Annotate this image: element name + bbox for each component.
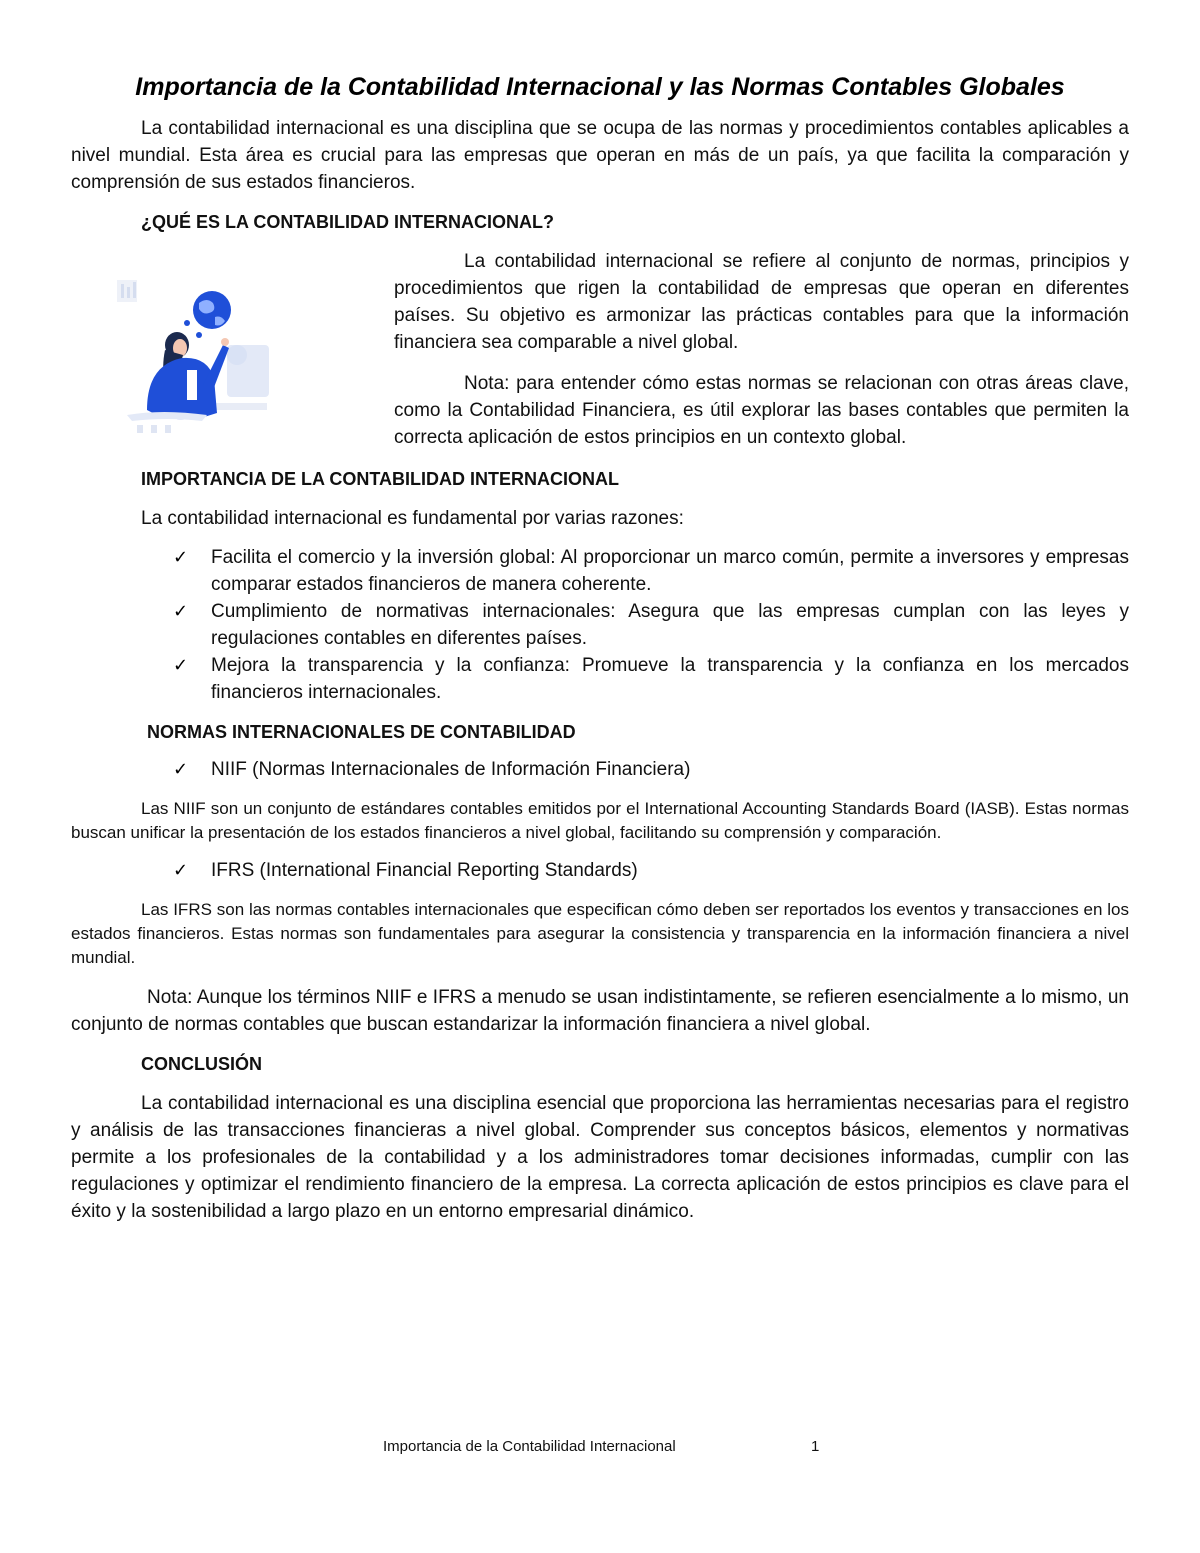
ifrs-paragraph: Las IFRS son las normas contables internacionales que especifican cómo deben ser reportados los eventos y transacciones en los estados financieros. Estas normas son fundamentales para asegurar la consistencia y transparencia en la información financiera a nivel mundial.	[71, 900, 1129, 967]
importance-lead: La contabilidad internacional es fundamental por varias razones:	[141, 508, 684, 529]
intro-paragraph: La contabilidad internacional es una disciplina que se ocupa de las normas y procedimientos contables aplicables a nivel mundial. Esta área es crucial para las empresas que operan en más de un país, ya que facilita la comparación y comprensión de sus estados financieros.	[71, 118, 1129, 193]
list-item-text: Facilita el comercio y la inversión global: Al proporcionar un marco común, permite a inversores y empresas comparar estados financieros de manera coherente.	[211, 547, 1129, 595]
list-item	[71, 544, 1129, 598]
list-item-text: Mejora la transparencia y la confianza: Promueve la transparencia y la confianza en los mercados financieros internacionales.	[211, 655, 1129, 703]
section-heading-importance: IMPORTANCIA DE LA CONTABILIDAD INTERNACIONAL	[141, 469, 619, 489]
niif-item-text: NIIF (Normas Internacionales de Información Financiera)	[211, 759, 691, 780]
checkmark-icon: ✓	[173, 601, 189, 621]
norms-note: Nota: Aunque los términos NIIF e IFRS a menudo se usan indistintamente, se refieren esencialmente a lo mismo, un conjunto de normas contables que buscan estandarizar la información financiera a nivel global.	[71, 987, 1129, 1035]
section-heading-norms: NORMAS INTERNACIONALES DE CONTABILIDAD	[147, 722, 576, 742]
ifrs-item-text: IFRS (International Financial Reporting Standards)	[211, 860, 638, 881]
checkmark-icon: ✓	[173, 547, 189, 567]
what-is-note-text: Nota: para entender cómo estas normas se relacionan con otras áreas clave, como la Contabilidad Financiera, es útil explorar las bases contables que permiten la correcta aplicación de estos principios en un contexto global.	[394, 373, 1129, 448]
footer-title: Importancia de la Contabilidad Internacional	[383, 1438, 676, 1455]
niif-paragraph: Las NIIF son un conjunto de estándares contables emitidos por el International Accounting Standards Board (IASB). Estas normas buscan unificar la presentación de los estados financieros a nivel global, facilitando su comprensión y comparación.	[71, 799, 1129, 842]
section-heading-what-is: ¿QUÉ ES LA CONTABILIDAD INTERNACIONAL?	[141, 212, 554, 232]
importance-list	[71, 544, 1129, 706]
document-body	[71, 70, 1129, 1225]
list-item	[71, 857, 1129, 884]
globe-illustration	[107, 275, 297, 453]
checkmark-icon: ✓	[173, 759, 189, 779]
list-item	[71, 652, 1129, 706]
conclusion-paragraph: La contabilidad internacional es una disciplina esencial que proporciona las herramientas necesarias para el registro y análisis de las transacciones financieras a nivel global. Comprender sus conceptos básicos, elementos y normativas permite a los profesionales de la contabilidad y a los administradores tomar decisiones informadas, cumplir con las regulaciones y optimizar el rendimiento financiero de la empresa. La correcta aplicación de estos principios es clave para el éxito y la sostenibilidad a largo plazo en un entorno empresarial dinámico.	[71, 1093, 1129, 1222]
niif-list	[71, 756, 1129, 783]
woman-globe-icon	[107, 275, 297, 453]
list-item	[71, 598, 1129, 652]
page-footer	[0, 1435, 1200, 1459]
section-what-is-body	[71, 248, 1129, 453]
checkmark-icon: ✓	[173, 860, 189, 880]
section-heading-conclusion: CONCLUSIÓN	[141, 1054, 262, 1074]
page-number: 1	[811, 1438, 820, 1455]
what-is-paragraph	[71, 248, 1129, 356]
what-is-text: La contabilidad internacional se refiere al conjunto de normas, principios y procedimientos que rigen la contabilidad de empresas que operan en diferentes países. Su objetivo es armonizar las prácticas contables para que la información financiera sea comparable a nivel global.	[394, 251, 1129, 353]
checkmark-icon: ✓	[173, 655, 189, 675]
ifrs-list	[71, 857, 1129, 884]
list-item-text: Cumplimiento de normativas internacionales: Asegura que las empresas cumplan con las leyes y regulaciones contables en diferentes países.	[211, 601, 1129, 649]
document-title: Importancia de la Contabilidad Internacional y las Normas Contables Globales	[135, 73, 1065, 101]
list-item	[71, 756, 1129, 783]
